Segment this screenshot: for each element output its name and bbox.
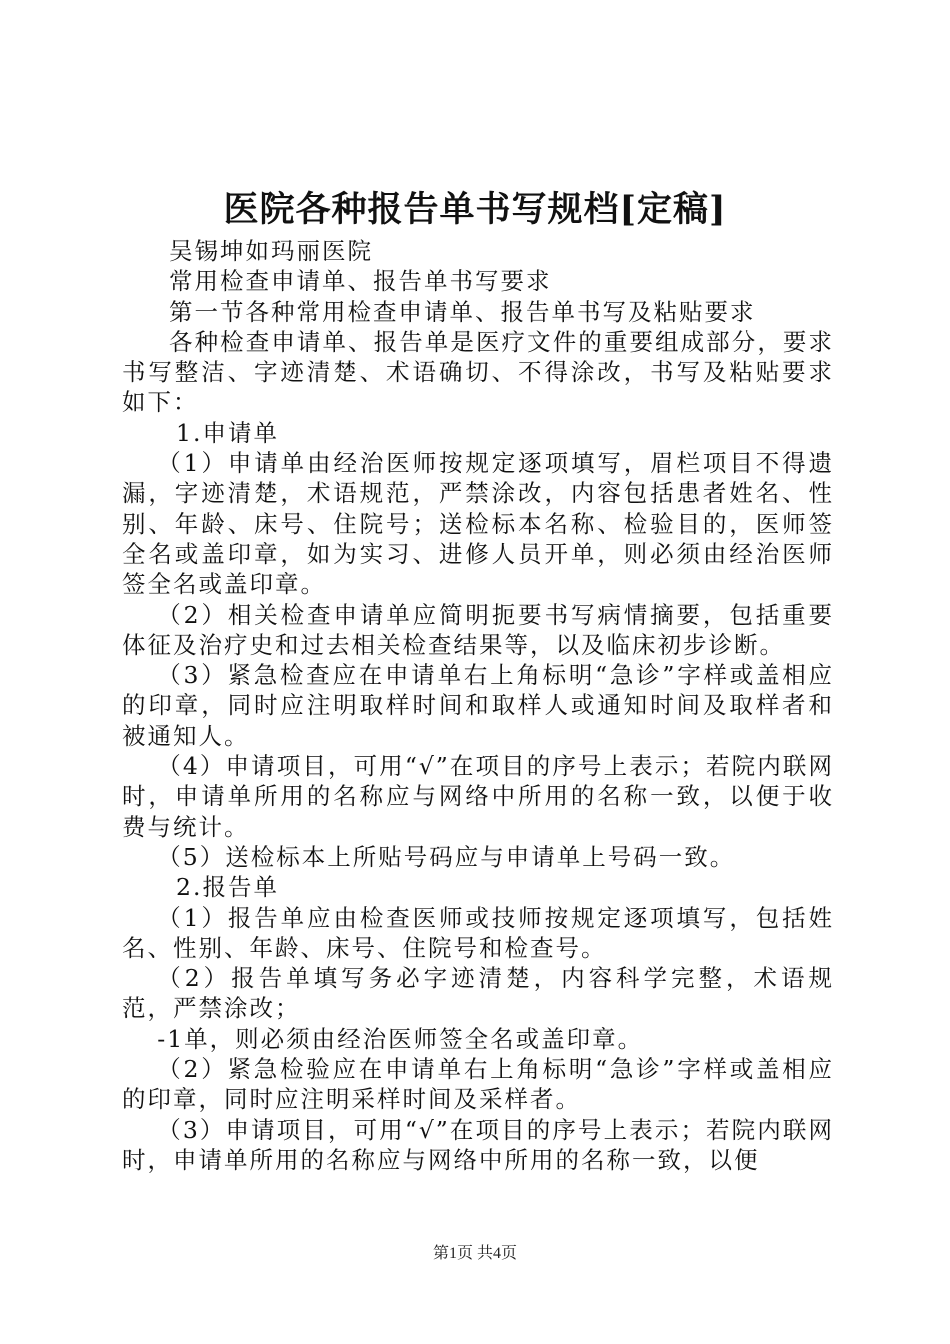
page-footer: 第1页 共4页 (432, 1245, 517, 1262)
paragraph-fragment: -1单，则必须由经治医师签全名或盖印章。 (157, 1024, 644, 1053)
paragraph-report-1: （1）报告单应由检查医师或技师按规定逐项填写，包括姓名、性别、年龄、床号、住院号和检查号。 (122, 903, 834, 962)
paragraph-urgent-test: （2）紧急检验应在申请单右上角标明“急诊”字样或盖相应的印章，同时应注明采样时间及采样者。 (122, 1055, 834, 1114)
paragraph-request-2: （2）相关检查申请单应简明扼要书写病情摘要，包括重要体征及治疗史和过去相关检查结果等，以及临床初步诊断。 (122, 600, 834, 659)
paragraph-heading-report: 2.报告单 (176, 873, 279, 902)
paragraph-request-4: （4）申请项目，可用“√”在项目的序号上表示；若院内联网时，申请单所用的名称应与网络中所用的名称一致，以便于收费与统计。 (122, 752, 834, 841)
paragraph-request-5: （5）送检标本上所贴号码应与申请单上号码一致。 (157, 842, 736, 871)
paragraph-request-3: （3）紧急检查应在申请单右上角标明“急诊”字样或盖相应的印章，同时应注明取样时间和取样人或通知时间及取样者和被通知人。 (122, 661, 834, 750)
paragraph-section-heading: 第一节各种常用检查申请单、报告单书写及粘贴要求 (169, 297, 756, 326)
paragraph-request-1: （1）申请单由经治医师按规定逐项填写，眉栏项目不得遗漏，字迹清楚，术语规范，严禁涂改，内容包括患者姓名、性别、年龄、床号、住院号；送检标本名称、检验目的，医师签全名或盖印章，如为实习、进修人员开单，则必须由经治医师签全名或盖印章。 (122, 449, 834, 599)
paragraph-hospital: 吴锡坤如玛丽医院 (169, 237, 373, 265)
document-body (122, 236, 834, 1175)
paragraph-report-2: （2）报告单填写务必字迹清楚，内容科学完整，术语规范，严禁涂改； (122, 964, 834, 1023)
paragraph-subtitle: 常用检查申请单、报告单书写要求 (169, 267, 552, 296)
paragraph-intro: 各种检查申请单、报告单是医疗文件的重要组成部分，要求书写整洁、字迹清楚、术语确切、不得涂改，书写及粘贴要求如下： (122, 327, 834, 417)
paragraph-heading-request: 1.申请单 (176, 418, 279, 447)
document-title: 医院各种报告单书写规档[定稿] (223, 189, 727, 230)
paragraph-request-items: （3）申请项目，可用“√”在项目的序号上表示；若院内联网时，申请单所用的名称应与网络中所用的名称一致，以便 (122, 1115, 834, 1174)
